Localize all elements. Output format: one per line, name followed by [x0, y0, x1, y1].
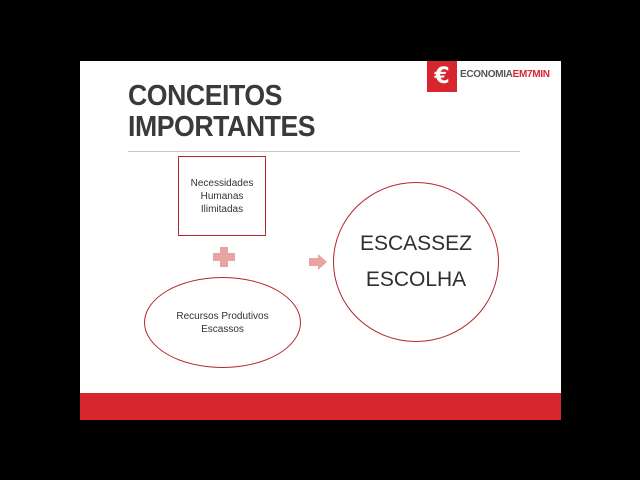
resources-line-1: Recursos Produtivos [176, 310, 269, 322]
brand-name-part-2: EM7MIN [512, 69, 550, 80]
slide-title-line-1: CONCEITOS [128, 80, 282, 112]
slide [80, 61, 561, 420]
result-circle [333, 182, 499, 342]
result-line-1: ESCASSEZ [359, 232, 473, 255]
brand-logo [427, 61, 561, 92]
needs-line-1: Necessidades [190, 177, 254, 189]
title-divider [128, 151, 520, 152]
needs-box [178, 156, 266, 236]
result-line-2: ESCOLHA [365, 268, 467, 291]
plus-icon [213, 247, 235, 267]
resources-text [176, 310, 268, 336]
needs-line-2: Humanas [200, 190, 244, 202]
arrow-right-icon [309, 254, 327, 270]
resources-line-2: Escassos [201, 323, 244, 335]
slide-title-line-2: IMPORTANTES [128, 111, 316, 143]
resources-ellipse [144, 277, 301, 368]
footer-bar [80, 393, 561, 420]
euro-icon: € [427, 61, 457, 92]
slide-title [128, 81, 315, 143]
needs-text [191, 177, 254, 216]
needs-line-3: Ilimitadas [200, 203, 244, 215]
brand-name-part-1: ECONOMIA [460, 69, 513, 80]
brand-name [460, 69, 550, 80]
